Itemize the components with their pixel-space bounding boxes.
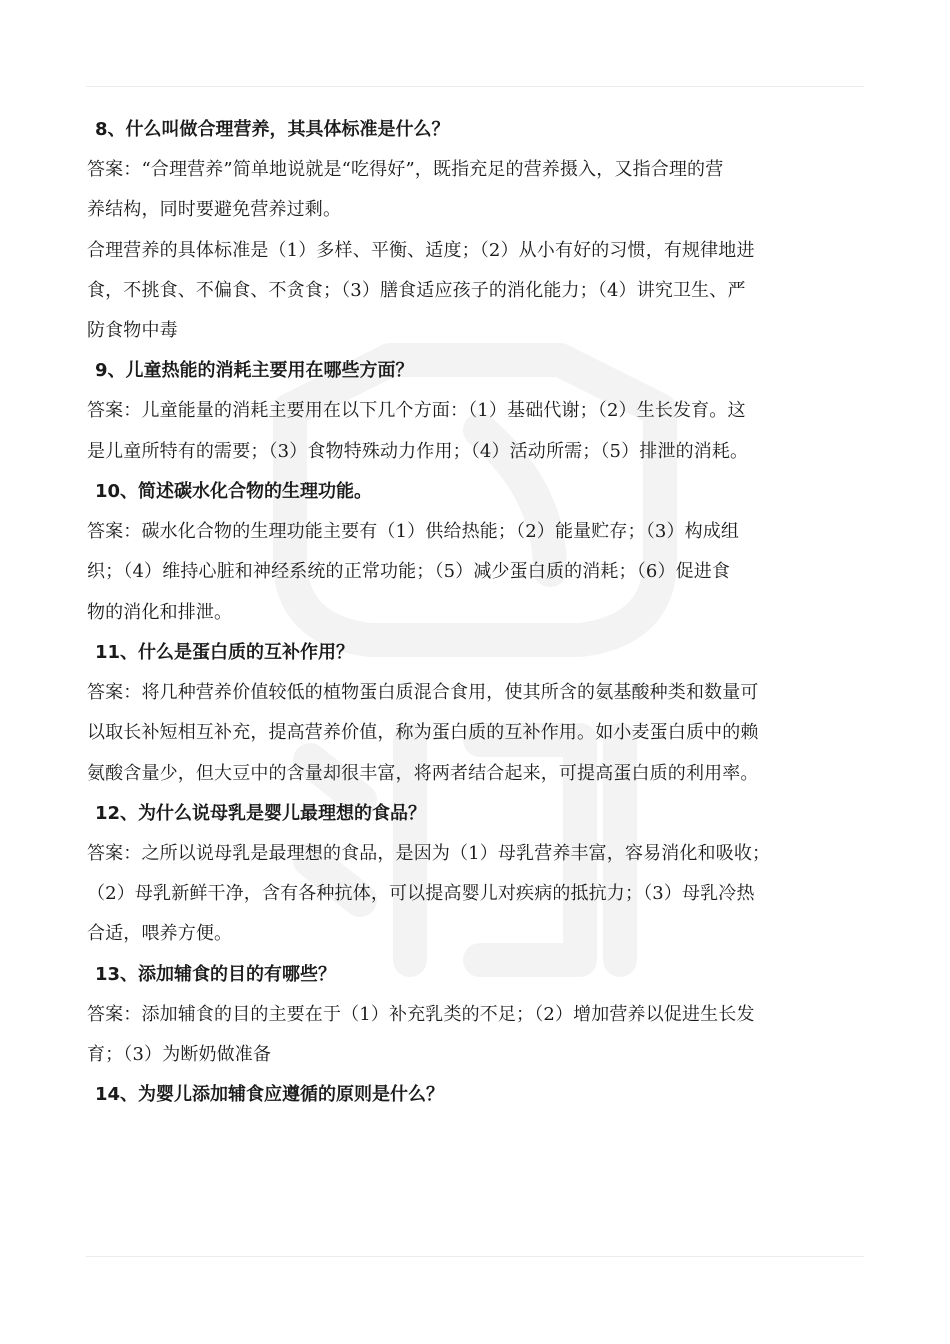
question-heading: 14、为婴儿添加辅食应遵循的原则是什么？ bbox=[95, 1084, 445, 1106]
answer-line: 答案：添加辅食的目的主要在于（1）补充乳类的不足；（2）增加营养以促进生长发 bbox=[87, 1003, 755, 1025]
answer-line: 织；（4）维持心脏和神经系统的正常功能；（5）减少蛋白质的消耗；（6）促进食 bbox=[87, 561, 731, 583]
answer-line: 物的消化和排泄。 bbox=[87, 601, 233, 623]
answer-paragraph bbox=[87, 834, 877, 955]
answer-line: 食，不挑食、不偏食、不贪食；（3）膳食适应孩子的消化能力；（4）讲究卫生、严 bbox=[87, 279, 746, 301]
answer-line: 答案：将几种营养价值较低的植物蛋白质混合食用，使其所含的氨基酸种类和数量可 bbox=[87, 681, 759, 703]
answer-line: 防食物中毒 bbox=[87, 320, 178, 342]
answer-line: 答案：“合理营养”简单地说就是“吃得好”，既指充足的营养摄入，又指合理的营 bbox=[87, 159, 724, 180]
question-heading: 12、为什么说母乳是婴儿最理想的食品？ bbox=[95, 802, 427, 824]
answer-paragraph bbox=[87, 150, 877, 351]
answer-line: 答案：儿童能量的消耗主要用在以下几个方面：（1）基础代谢；（2）生长发育。这 bbox=[87, 400, 746, 422]
answer-line: 氨酸含量少，但大豆中的含量却很丰富，将两者结合起来，可提高蛋白质的利用率。 bbox=[87, 762, 759, 784]
answer-paragraph bbox=[87, 391, 877, 472]
answer-line: 答案：之所以说母乳是最理想的食品，是因为（1）母乳营养丰富，容易消化和吸收； bbox=[87, 842, 771, 864]
header-rule bbox=[86, 86, 864, 87]
question-heading: 10、简述碳水化合物的生理功能。 bbox=[95, 481, 373, 503]
answer-line: 合适，喂养方便。 bbox=[87, 923, 233, 945]
answer-line: 合理营养的具体标准是（1）多样、平衡、适度；（2）从小有好的习惯，有规律地进 bbox=[87, 239, 755, 261]
answer-line: 是儿童所特有的需要；（3）食物特殊动力作用；（4）活动所需；（5）排泄的消耗。 bbox=[87, 440, 749, 462]
answer-paragraph bbox=[87, 512, 877, 633]
answer-line: 以取长补短相互补充，提高营养价值，称为蛋白质的互补作用。如小麦蛋白质中的赖 bbox=[87, 722, 759, 744]
question-heading: 9、儿童热能的消耗主要用在哪些方面？ bbox=[95, 360, 414, 382]
answer-line: 答案：碳水化合物的生理功能主要有（1）供给热能；（2）能量贮存；（3）构成组 bbox=[87, 521, 740, 543]
footer-rule bbox=[86, 1256, 864, 1257]
answer-line: （2）母乳新鲜干净，含有各种抗体，可以提高婴儿对疾病的抵抗力；（3）母乳冷热 bbox=[87, 883, 755, 905]
answer-line: 养结构，同时要避免营养过剩。 bbox=[87, 199, 342, 221]
question-heading: 13、添加辅食的目的有哪些？ bbox=[95, 963, 337, 985]
question-heading: 11、什么是蛋白质的互补作用？ bbox=[95, 641, 355, 663]
qa-document bbox=[87, 110, 877, 1115]
question-heading: 8、什么叫做合理营养，其具体标准是什么？ bbox=[95, 119, 450, 140]
answer-paragraph bbox=[87, 673, 877, 794]
answer-paragraph bbox=[87, 995, 877, 1076]
answer-line: 育；（3）为断奶做准备 bbox=[87, 1044, 272, 1066]
